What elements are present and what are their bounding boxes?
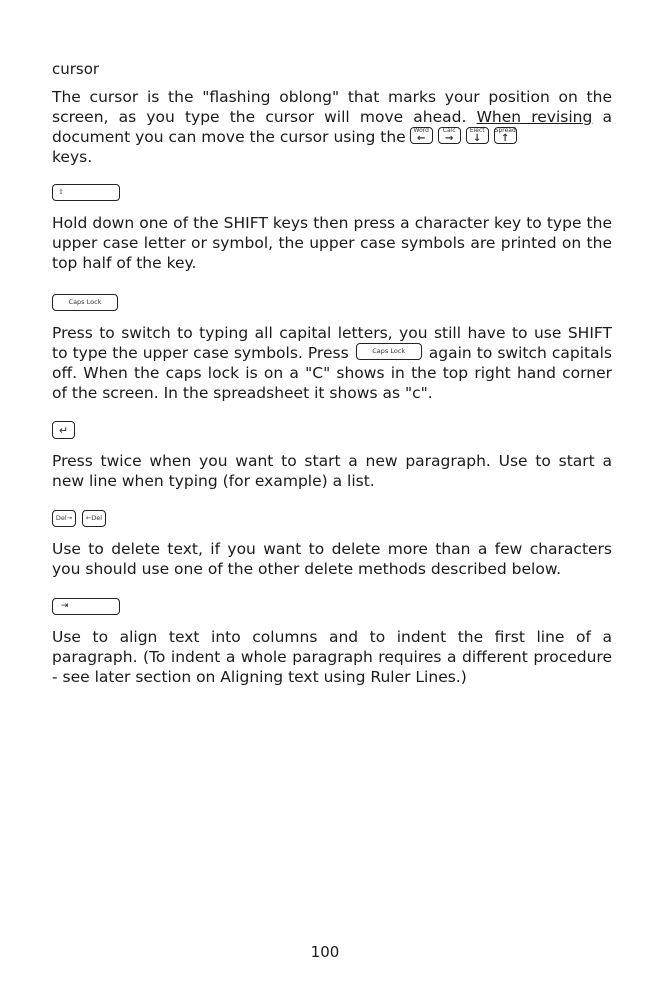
calc-key-label: Calc (442, 127, 456, 134)
caps-text-part1: Press to switch to typing all capital letters, you still have to use SHIFT to type the upper case symbols. Press (52, 324, 612, 362)
down-arrow-icon: ↓ (473, 133, 482, 144)
delete-section (52, 507, 612, 579)
calc-right-key (438, 127, 461, 144)
return-key-icon: ↵ (52, 421, 75, 439)
tab-key-icon: ⇥ (52, 598, 120, 615)
caps-paragraph (52, 323, 612, 403)
caps-inline-key-wrapper (356, 343, 422, 360)
caps-lock-inline-key-icon: Caps Lock (356, 343, 422, 360)
shift-key-row (52, 181, 612, 203)
left-arrow-icon: ← (417, 133, 426, 144)
return-key-row (52, 419, 612, 441)
cursor-text-underlined: When revising (476, 108, 593, 126)
shift-key-icon: ⇧ (52, 184, 120, 201)
caps-section (52, 291, 612, 403)
page-content (52, 60, 612, 687)
cursor-paragraph (52, 87, 612, 167)
delete-forward-key-icon: Del→ (52, 510, 76, 527)
up-arrow-icon: ↑ (501, 133, 510, 144)
delete-key-row (52, 507, 612, 529)
tab-section (52, 595, 612, 687)
delete-backward-key-icon: ←Del (82, 510, 106, 527)
caps-key-row (52, 291, 612, 313)
delete-paragraph: Use to delete text, if you want to delete more than a few characters you should use one of the other delete methods described below. (52, 540, 612, 578)
shift-paragraph: Hold down one of the SHIFT keys then press a character key to type the upper case letter or symbol, the upper case symbols are printed on the top half of the key. (52, 214, 612, 272)
elect-key-label: Elect (469, 127, 485, 134)
cursor-text-part3: keys. (52, 148, 93, 166)
right-arrow-icon: → (445, 133, 454, 144)
caps-text-part2: again to switch capitals off. When the caps lock is on a "C" shows in the top right hand corner of the screen. In the spreadsheet it shows as "c". (52, 344, 612, 402)
tab-paragraph: Use to align text into columns and to indent the first line of a paragraph. (To indent a whole paragraph requires a different procedure - see later section on Aligning text using Ruler Lines.) (52, 628, 612, 686)
spread-key-label: Spread (494, 127, 516, 134)
tab-key-row (52, 595, 612, 617)
cursor-text-part2: a document you can move the cursor using the (52, 108, 612, 146)
return-paragraph: Press twice when you want to start a new paragraph. Use to start a new line when typing (for example) a list. (52, 452, 612, 490)
word-left-key (410, 127, 433, 144)
caps-lock-key-icon: Caps Lock (52, 294, 118, 311)
cursor-heading: cursor (52, 60, 100, 78)
cursor-section (52, 60, 612, 167)
page-number: 100 (310, 943, 340, 961)
cursor-text-part1: The cursor is the "flashing oblong" that marks your position on the screen, as you type the cursor will move ahead. (52, 88, 612, 126)
word-key-label: Word (413, 127, 429, 134)
cursor-keys-group (410, 127, 517, 144)
elect-down-key (466, 127, 489, 144)
spread-up-key (494, 127, 517, 144)
shift-section (52, 181, 612, 273)
return-section (52, 419, 612, 491)
